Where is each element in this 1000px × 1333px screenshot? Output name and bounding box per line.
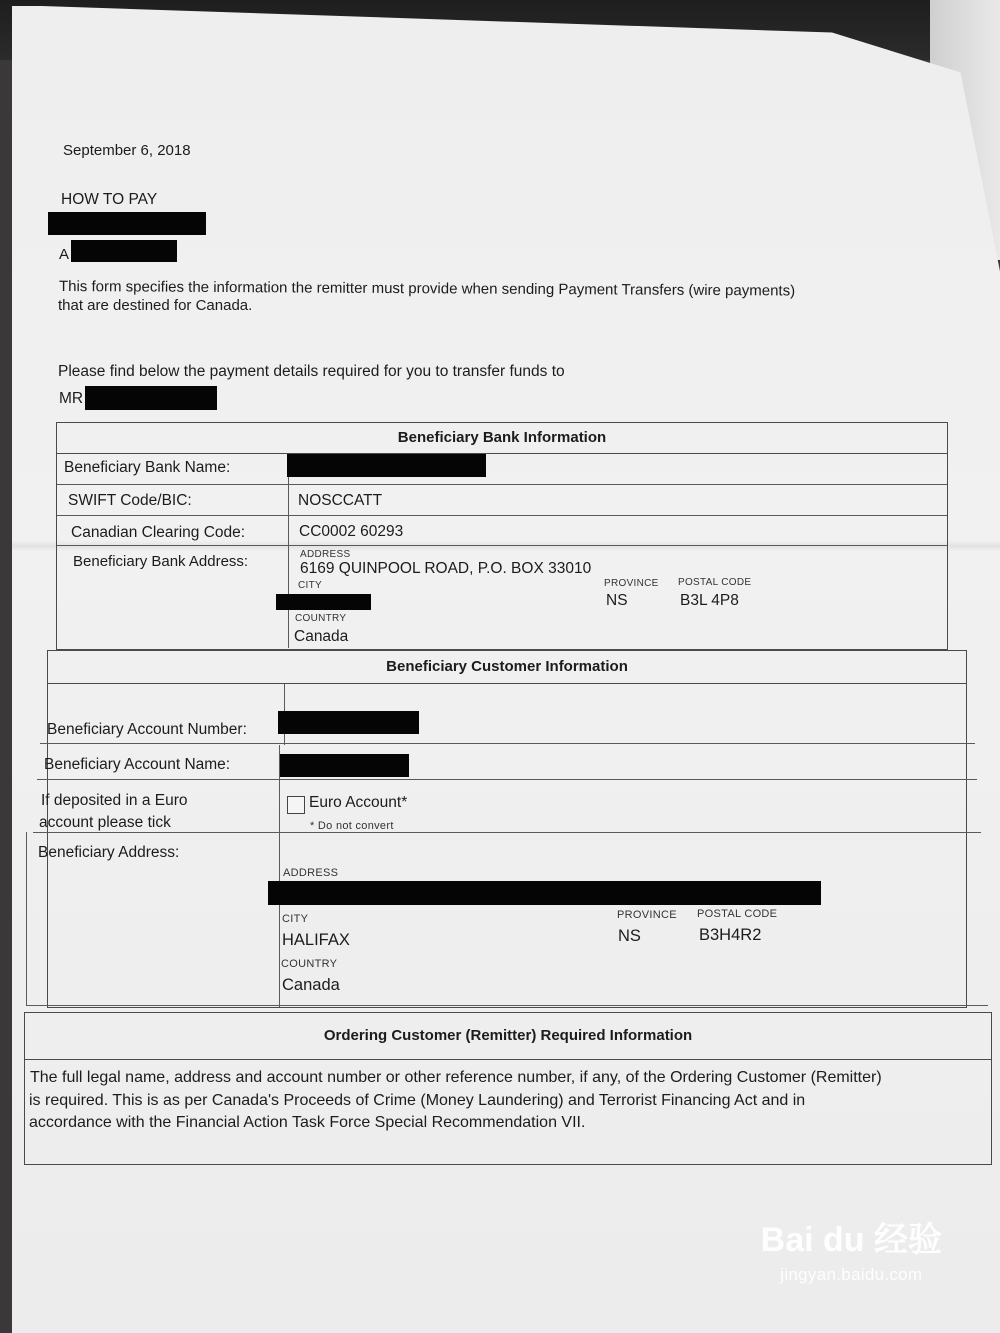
customer-country-caption: COUNTRY (281, 958, 338, 970)
remitter-info-title: Ordering Customer (Remitter) Required Information (25, 1013, 991, 1060)
bank-address-value: 6169 QUINPOOL ROAD, P.O. BOX 33010 (300, 560, 592, 577)
redacted-name (48, 212, 206, 235)
euro-checkbox-label: Euro Account* (309, 794, 408, 811)
bank-postal-caption: POSTAL CODE (678, 577, 752, 588)
customer-info-title: Beneficiary Customer Information (48, 651, 966, 684)
euro-account-checkbox[interactable] (287, 796, 305, 814)
watermark-brand: Bai du 经验 (760, 1221, 942, 1259)
customer-row-divider (40, 743, 975, 744)
euro-note: * Do not convert (310, 820, 394, 832)
customer-row-divider (33, 832, 981, 833)
customer-row-divider (26, 1005, 988, 1006)
remitter-text-line-3: accordance with the Financial Action Task Force Special Recommendation VII. (29, 1114, 586, 1131)
account-number-label: Beneficiary Account Number: (47, 721, 247, 738)
bank-info-title: Beneficiary Bank Information (57, 423, 947, 454)
redacted-customer-address (268, 881, 821, 905)
bank-row-divider (57, 484, 947, 485)
customer-left-border (26, 832, 27, 1005)
customer-info-section (47, 650, 967, 1008)
customer-column-divider (279, 745, 280, 1007)
customer-postal-value: B3H4R2 (699, 926, 762, 944)
customer-city-caption: CITY (282, 913, 309, 925)
beneficiary-address-label: Beneficiary Address: (38, 844, 180, 861)
clearing-code-value: CC0002 60293 (299, 523, 404, 540)
bank-postal-value: B3L 4P8 (680, 592, 739, 609)
recipient-prefix: MR (59, 390, 84, 407)
bank-country-caption: COUNTRY (295, 613, 347, 624)
bank-row-divider (57, 545, 947, 546)
intro-line-1: This form specifies the information the remitter must provide when sending Payment Transfers (wire payments) (58, 278, 796, 300)
euro-label-line-2: account please tick (39, 814, 171, 831)
remitter-text-line-1: The full legal name, address and account number or other reference number, if any, of the Ordering Customer (Remitter) (30, 1069, 882, 1086)
bank-address-label: Beneficiary Bank Address: (73, 553, 249, 570)
redacted-bank-name (287, 454, 486, 477)
bank-name-label: Beneficiary Bank Name: (64, 459, 231, 476)
letter-date: September 6, 2018 (63, 142, 191, 159)
bank-city-caption: CITY (298, 580, 322, 591)
bank-country-value: Canada (294, 628, 349, 645)
customer-address-caption: ADDRESS (283, 867, 339, 879)
intro-line-2: that are destined for Canada. (58, 297, 253, 314)
redacted-account-name (280, 754, 409, 777)
watermark-url: jingyan.baidu.com (780, 1265, 923, 1284)
bank-address-caption: ADDRESS (300, 549, 351, 560)
redacted-recipient (85, 386, 217, 410)
customer-province-value: NS (618, 927, 641, 945)
redacted-account-number (278, 711, 419, 734)
letter-heading: HOW TO PAY (61, 191, 158, 208)
bank-province-value: NS (606, 592, 628, 609)
customer-postal-caption: POSTAL CODE (697, 908, 778, 920)
account-name-label: Beneficiary Account Name: (44, 756, 231, 773)
clearing-code-label: Canadian Clearing Code: (71, 524, 246, 541)
customer-city-value: HALIFAX (282, 931, 350, 949)
swift-label: SWIFT Code/BIC: (68, 492, 192, 509)
bank-province-caption: PROVINCE (604, 578, 659, 589)
details-line: Please find below the payment details required for you to transfer funds to (58, 363, 565, 380)
redacted-bank-city (276, 594, 371, 610)
redacted-address (71, 240, 177, 262)
address-prefix: A (59, 246, 70, 263)
remitter-text-line-2: is required. This is as per Canada's Proceeds of Crime (Money Laundering) and Terrorist Financing Act and in (29, 1092, 806, 1109)
swift-value: NOSCCATT (298, 492, 383, 509)
baidu-watermark (761, 1212, 942, 1285)
customer-row-divider (37, 779, 977, 780)
customer-province-caption: PROVINCE (617, 909, 677, 921)
euro-label-line-1: If deposited in a Euro (41, 792, 188, 809)
bank-row-divider (57, 515, 947, 516)
customer-country-value: Canada (282, 976, 340, 994)
